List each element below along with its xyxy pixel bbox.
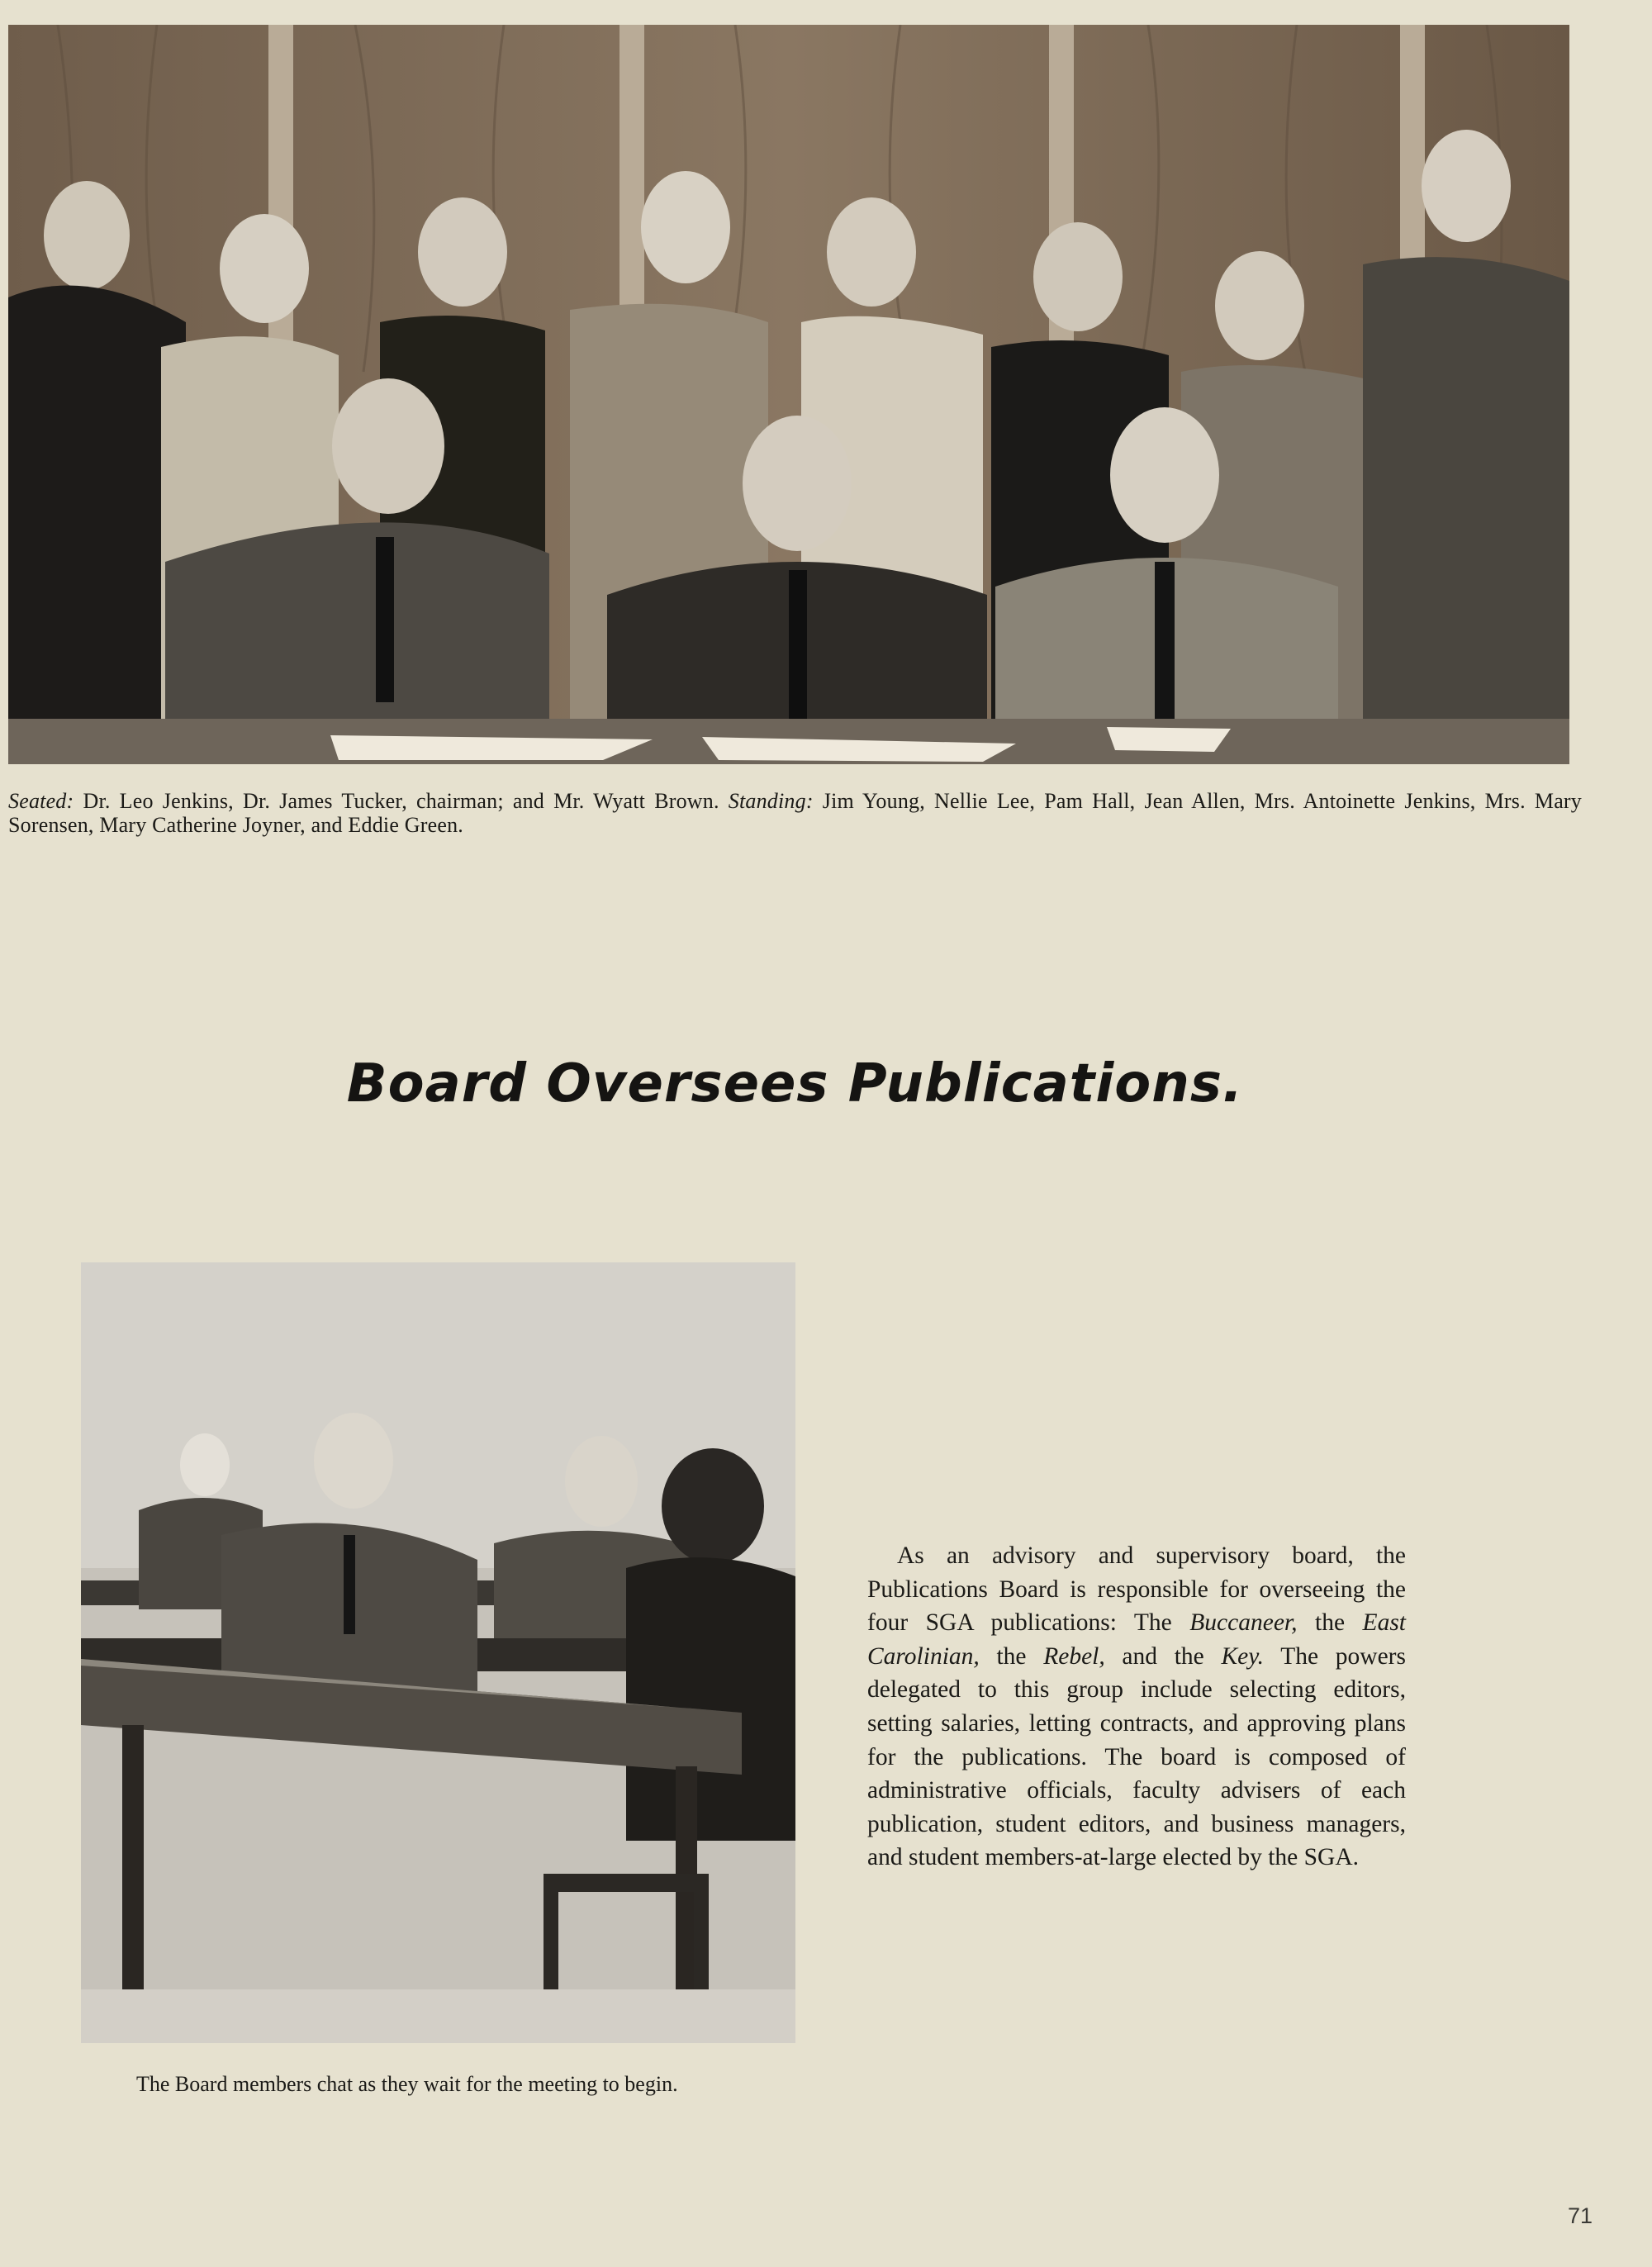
page-number: 71: [1568, 2203, 1593, 2228]
group-photo-illustration: [8, 25, 1569, 764]
meeting-photo-caption: The Board members chat as they wait for the meeting to begin.: [136, 2072, 678, 2096]
page-headline: Board Oversees Publications.: [346, 1053, 1244, 1114]
publication-name: Rebel,: [1043, 1642, 1105, 1670]
group-photo-caption: [8, 789, 1582, 837]
body-text-part: As an advisory and supervisory board, the Publications Board is responsible for overseeing the four SGA publications: The: [867, 1542, 1406, 1637]
meeting-photo-illustration: [81, 1262, 795, 2043]
body-text-part: the: [979, 1642, 1044, 1670]
seated-label: Seated:: [8, 789, 74, 813]
publication-name: Buccaneer,: [1189, 1609, 1298, 1637]
article-body: [867, 1539, 1406, 1875]
group-photo: [8, 25, 1569, 764]
meeting-photo: [81, 1262, 795, 2043]
seated-names: Dr. Leo Jenkins, Dr. James Tucker, chairman; and Mr. Wyatt Brown.: [83, 789, 719, 813]
body-text-part: and the: [1104, 1642, 1222, 1670]
publication-name: East Carolinian,: [867, 1609, 1406, 1670]
standing-names: Jim Young, Nellie Lee, Pam Hall, Jean Allen, Mrs. Antoinette Jenkins, Mrs. Mary Sorensen, Mary Catherine Joyner, and Eddie Green.: [8, 789, 1582, 837]
publication-name: Key.: [1221, 1642, 1265, 1670]
body-text-part: the: [1297, 1609, 1363, 1637]
body-text-part: The powers delegated to this group include selecting editors, setting salaries, letting contracts, and approving plans for the publications. The board is composed of administrative officials, faculty advisers of each publication, student editors, and business managers, and student members-at-large elected by the SGA.: [867, 1642, 1406, 1871]
standing-label: Standing:: [728, 789, 814, 813]
